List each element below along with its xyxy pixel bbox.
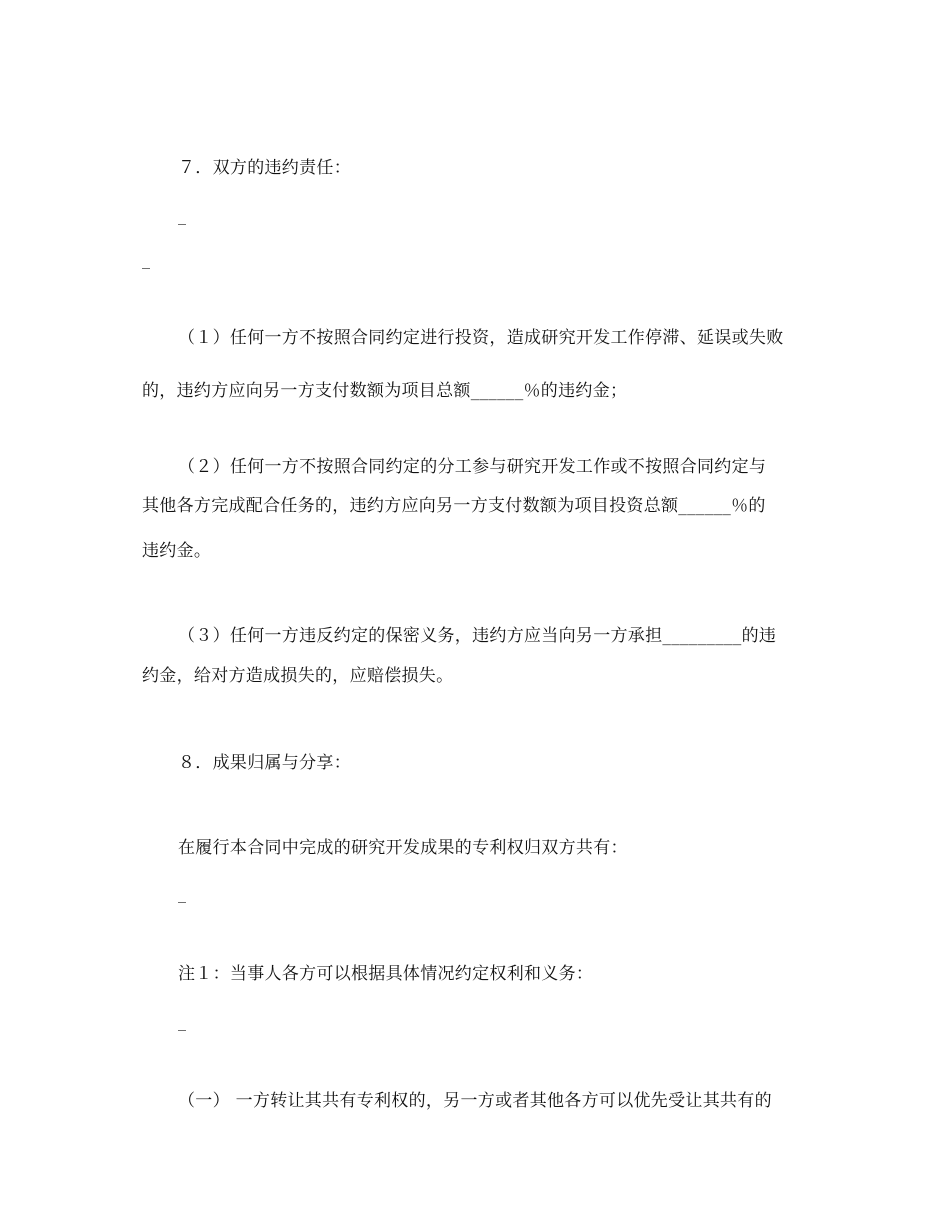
underline-mark: _ — [178, 206, 187, 225]
underline-mark: _ — [178, 884, 187, 903]
clause-1-line-2: 的，违约方应向另一方支付数额为项目总额______％的违约金； — [142, 381, 628, 401]
clause-3-line-2: 约金，给对方造成损失的，应赔偿损失。 — [142, 666, 454, 686]
section-8-heading: ８．成果归属与分享： — [178, 753, 351, 773]
clause-2-line-2: 其他各方完成配合任务的，违约方应向另一方支付数额为项目投资总额______％的 — [142, 496, 766, 516]
clause-2-line-3: 违约金。 — [142, 541, 212, 561]
clause-3-line-1: （３）任何一方违反约定的保密义务，违约方应当向另一方承担_________的违 — [178, 626, 777, 646]
clause-2-line-1: （２）任何一方不按照合同约定的分工参与研究开发工作或不按照合同约定与 — [178, 457, 767, 477]
note-1: 注１：当事人各方可以根据具体情况约定权利和义务： — [178, 964, 594, 984]
section-8-intro: 在履行本合同中完成的研究开发成果的专利权归双方共有： — [178, 838, 628, 858]
item-1-line-1: （一） 一方转让其共有专利权的，另一方或者其他各方可以优先受让其共有的 — [178, 1091, 772, 1111]
section-7-heading: ７．双方的违约责任： — [178, 158, 351, 178]
clause-1-line-1: （１）任何一方不按照合同约定进行投资，造成研究开发工作停滞、延误或失败 — [178, 328, 784, 348]
underline-mark: _ — [178, 1012, 187, 1031]
underline-mark: _ — [142, 250, 151, 269]
